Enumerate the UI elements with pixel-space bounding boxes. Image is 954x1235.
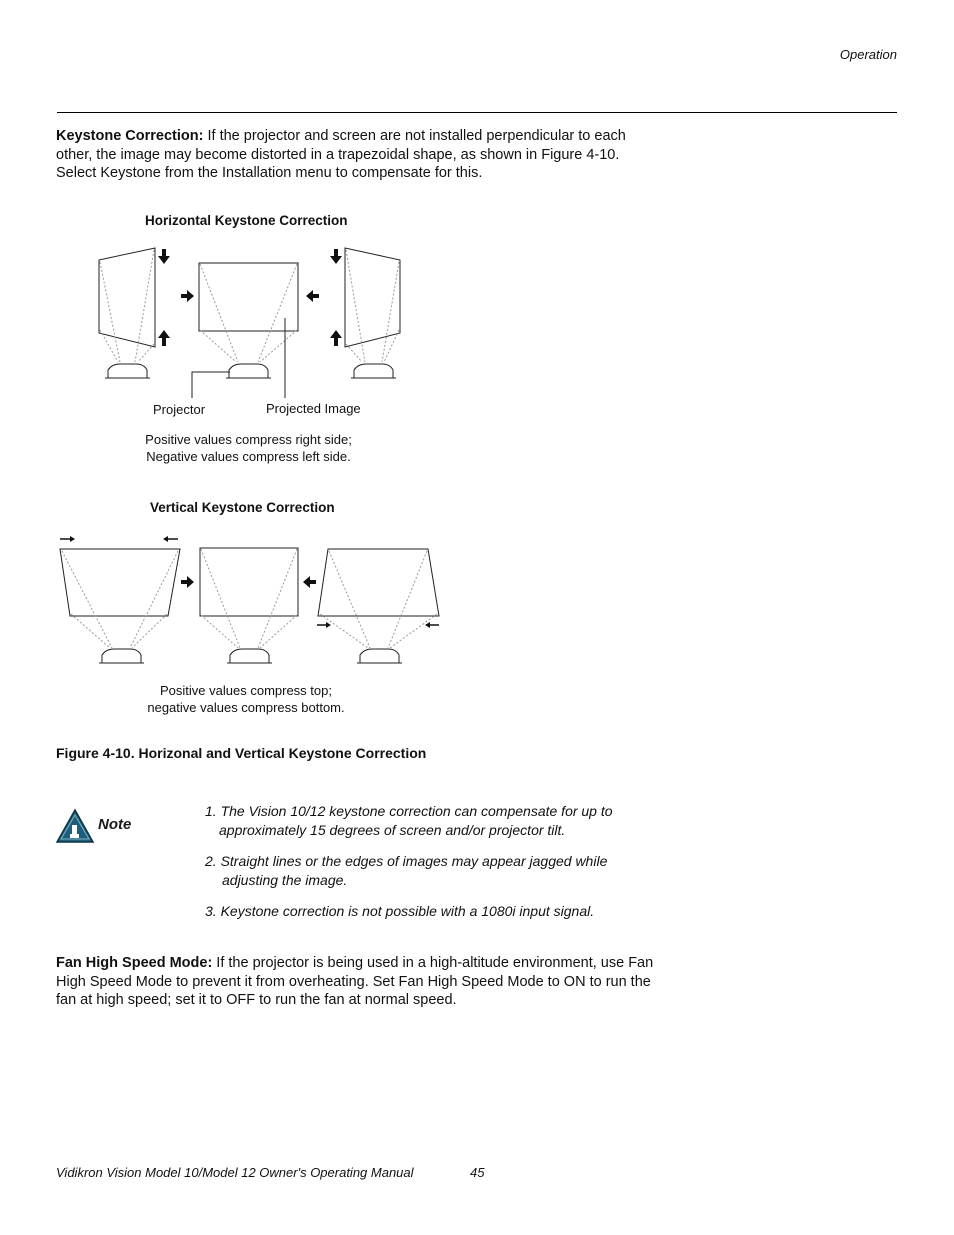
arrow-down-icon — [330, 249, 342, 264]
horizontal-center-panel — [199, 263, 298, 378]
horizontal-right-panel — [345, 248, 400, 378]
thin-arrow-right-icon — [317, 622, 331, 628]
thin-arrow-left-icon — [425, 622, 439, 628]
page-number: 45 — [470, 1165, 485, 1180]
keystone-text: If the projector and screen are not installed perpendicular to each other, the image may become distorted in a trapezoidal shape, as shown in Figure 4-10. Select Keystone from the Installation menu to compensate for this. — [56, 128, 626, 181]
projected-image-label: Projected Image — [266, 401, 361, 416]
footer-manual-title: Vidikron Vision Model 10/Model 12 Owner's Operating Manual — [56, 1165, 414, 1180]
vertical-figure-title: Vertical Keystone Correction — [150, 500, 335, 515]
arrow-down-icon — [158, 249, 170, 264]
vertical-right-panel — [318, 549, 439, 663]
keystone-label: Keystone Correction: — [56, 128, 204, 144]
fan-text: If the projector is being used in a high-altitude environment, use Fan High Speed Mode to prevent it from overheating. Set Fan High Speed Mode to ON to run the fan at high speed; set it to OFF to run the fan at normal speed. — [56, 955, 654, 1008]
note-item-2-line1: 2. Straight lines or the edges of images may appear jagged while — [205, 853, 608, 869]
note-item-1-line1: 1. The Vision 10/12 keystone correction can compensate for up to — [205, 803, 613, 819]
thin-arrow-left-icon — [163, 536, 178, 542]
vertical-desc-line1: Positive values compress top; — [160, 683, 332, 698]
arrow-up-icon — [158, 330, 170, 346]
arrow-right-icon — [181, 576, 194, 588]
horizontal-figure-title: Horizontal Keystone Correction — [145, 213, 348, 228]
vertical-description — [96, 682, 396, 716]
note-item-3-line1: 3. Keystone correction is not possible with a 1080i input signal. — [205, 903, 595, 919]
vertical-desc-line2: negative values compress bottom. — [147, 700, 345, 715]
note-item-3 — [205, 902, 625, 921]
horizontal-desc-line1: Positive values compress right side; — [145, 432, 352, 447]
note-item-1-line2: approximately 15 degrees of screen and/or projector tilt. — [219, 822, 566, 838]
note-item-1 — [205, 802, 625, 840]
arrow-left-icon — [306, 290, 319, 302]
thin-arrow-right-icon — [60, 536, 75, 542]
vertical-center-panel — [200, 548, 298, 663]
note-label: Note — [98, 816, 132, 833]
running-header: Operation — [839, 47, 897, 62]
note-item-2-line2: adjusting the image. — [222, 872, 348, 888]
horizontal-desc-line2: Negative values compress left side. — [146, 449, 351, 464]
horizontal-left-panel — [99, 248, 155, 378]
figure-caption: Figure 4-10. Horizonal and Vertical Keystone Correction — [56, 745, 427, 761]
fan-paragraph — [56, 954, 656, 1010]
projector-leader — [192, 372, 230, 398]
projector-label: Projector — [153, 402, 206, 417]
vertical-left-panel — [60, 549, 180, 663]
fan-label: Fan High Speed Mode: — [56, 955, 213, 971]
horizontal-description — [100, 431, 397, 465]
arrow-left-icon — [303, 576, 316, 588]
note-icon — [57, 810, 93, 842]
note-item-2 — [205, 852, 625, 890]
arrow-right-icon — [181, 290, 194, 302]
arrow-up-icon — [330, 330, 342, 346]
